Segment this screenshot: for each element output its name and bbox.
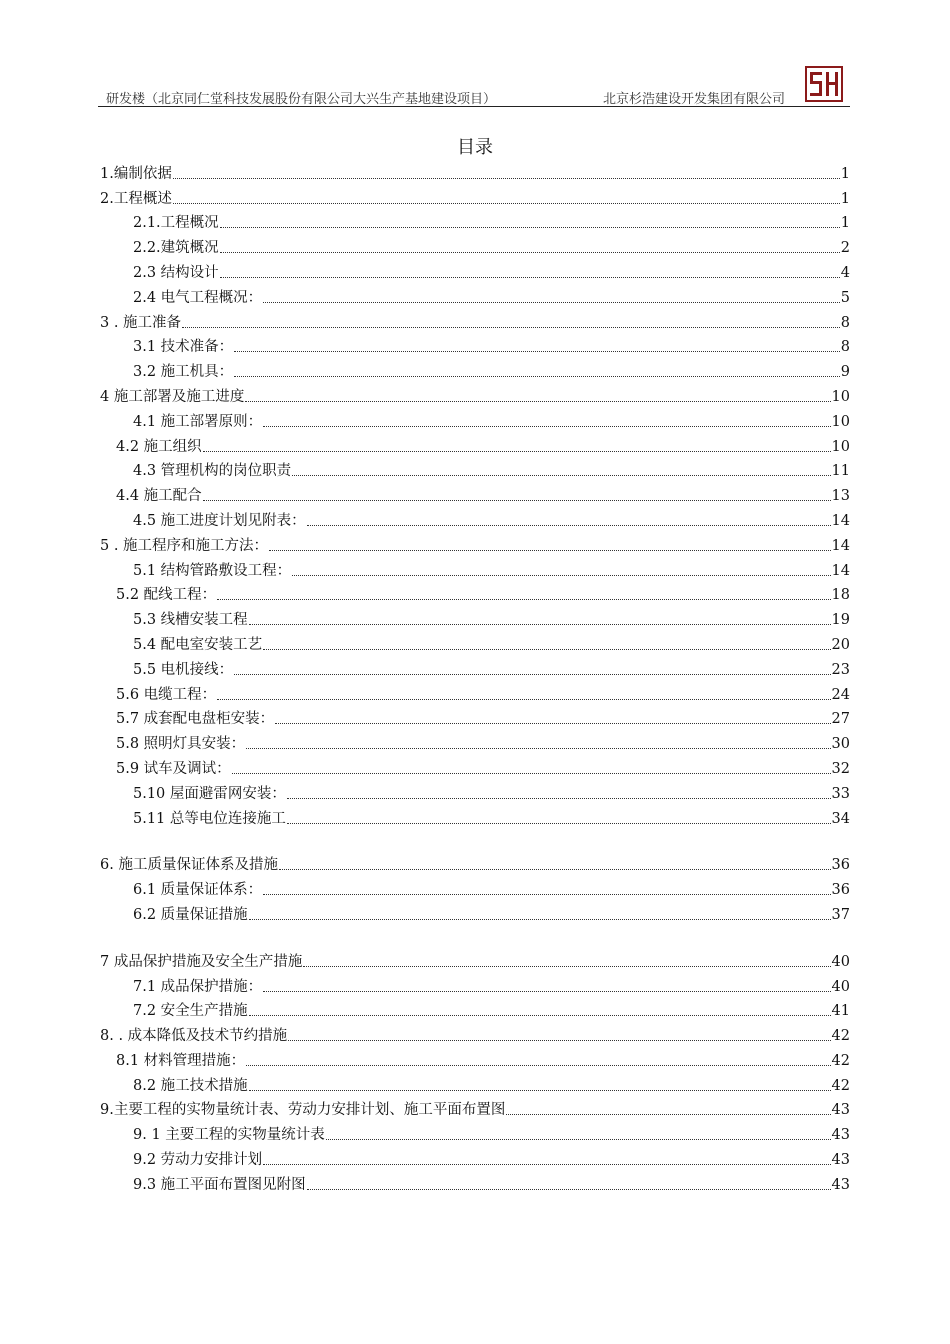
toc-entry-label: 8.2 施工技术措施: [133, 1077, 248, 1094]
toc-entry-page-number: 1: [840, 215, 850, 232]
toc-entry-page-number: 5: [840, 289, 850, 306]
toc-dot-leader: [249, 1014, 831, 1016]
toc-entry-page-number: 1: [840, 165, 850, 182]
toc-dot-leader: [220, 226, 840, 228]
toc-dot-leader: [245, 400, 830, 402]
table-of-contents: [100, 158, 850, 1194]
toc-entry-page-number: 19: [831, 612, 850, 629]
toc-entry-label: 4.3 管理机构的岗位职责: [133, 463, 292, 480]
toc-entry[interactable]: [100, 406, 850, 431]
toc-entry-label: 5.8 照明灯具安装：: [116, 736, 246, 753]
toc-entry-page-number: 40: [831, 953, 850, 970]
toc-entry[interactable]: [100, 456, 850, 481]
toc-entry-page-number: 23: [831, 661, 850, 678]
toc-entry[interactable]: [100, 1070, 850, 1095]
toc-entry-label: 4.2 施工组织: [116, 438, 202, 455]
toc-entry-page-number: 10: [831, 413, 850, 430]
toc-entry-label: 5.6 电缆工程：: [116, 686, 217, 703]
toc-entry-label: 2.3 结构设计: [133, 264, 219, 281]
toc-entry-label: 1.编制依据: [100, 165, 172, 182]
toc-dot-leader: [249, 623, 831, 625]
toc-entry-label: 5.10 屋面避雷网安装：: [133, 785, 286, 802]
toc-entry-page-number: 2: [840, 240, 850, 257]
toc-entry-page-number: 14: [831, 562, 850, 579]
toc-dot-leader: [234, 350, 840, 352]
toc-entry-label: 5.4 配电室安装工艺: [133, 636, 263, 653]
toc-entry-label: 3.1 技术准备：: [133, 339, 234, 356]
toc-dot-leader: [263, 301, 840, 303]
toc-entry[interactable]: [100, 996, 850, 1021]
toc-entry-page-number: 37: [831, 906, 850, 923]
toc-entry-page-number: 34: [831, 810, 850, 827]
toc-entry-label: 2.2.建筑概况: [133, 240, 219, 257]
page-header: [98, 66, 850, 107]
toc-entry-page-number: 18: [831, 587, 850, 604]
toc-entry-label: 4 施工部署及施工进度: [100, 388, 245, 405]
toc-entry-page-number: 32: [831, 760, 850, 777]
toc-dot-leader: [220, 251, 840, 253]
toc-entry[interactable]: [100, 1119, 850, 1144]
toc-entry[interactable]: [100, 654, 850, 679]
sh-logo-icon: [805, 66, 843, 102]
toc-dot-leader: [217, 698, 830, 700]
toc-entry[interactable]: [100, 899, 850, 924]
toc-entry-page-number: 10: [831, 388, 850, 405]
toc-entry[interactable]: [100, 704, 850, 729]
toc-entry-label: 2.工程概述: [100, 190, 172, 207]
toc-entry-label: 5.5 电机接线：: [133, 661, 234, 678]
toc-dot-leader: [263, 1163, 830, 1165]
toc-entry[interactable]: [100, 232, 850, 257]
toc-dot-leader: [275, 722, 830, 724]
toc-entry[interactable]: [100, 1020, 850, 1045]
toc-entry-page-number: 36: [831, 857, 850, 874]
toc-entry[interactable]: [100, 257, 850, 282]
toc-entry-label: 9.主要工程的实物量统计表、劳动力安排计划、施工平面布置图: [100, 1102, 506, 1119]
toc-entry[interactable]: [100, 431, 850, 456]
toc-dot-leader: [263, 425, 830, 427]
toc-dot-leader: [249, 918, 831, 920]
toc-entry-label: 5.1 结构管路敷设工程：: [133, 562, 292, 579]
header-company-name: 北京杉浩建设开发集团有限公司: [603, 92, 786, 107]
toc-entry[interactable]: [100, 728, 850, 753]
toc-dot-leader: [287, 797, 831, 799]
toc-entry-label: 5.2 配线工程：: [116, 587, 217, 604]
toc-dot-leader: [506, 1113, 830, 1115]
toc-entry[interactable]: [100, 874, 850, 899]
toc-entry-label: 4.4 施工配合: [116, 488, 202, 505]
toc-entry-label: 6.2 质量保证措施: [133, 906, 248, 923]
toc-dot-leader: [246, 1064, 830, 1066]
toc-entry-page-number: 33: [831, 785, 850, 802]
toc-entry[interactable]: [100, 803, 850, 828]
toc-dot-leader: [234, 673, 830, 675]
toc-dot-leader: [326, 1138, 831, 1140]
toc-dot-leader: [292, 474, 830, 476]
toc-entry-label: 2.1.工程概况: [133, 215, 219, 232]
toc-dot-leader: [203, 499, 831, 501]
toc-dot-leader: [307, 524, 831, 526]
toc-entry-label: 5.9 试车及调试：: [116, 760, 231, 777]
toc-dot-leader: [232, 772, 831, 774]
toc-entry[interactable]: [100, 1144, 850, 1169]
toc-entry-page-number: 10: [831, 438, 850, 455]
toc-dot-leader: [269, 549, 830, 551]
toc-entry[interactable]: [100, 1169, 850, 1194]
toc-entry-label: 7.1 成品保护措施：: [133, 978, 263, 995]
toc-entry-page-number: 14: [831, 512, 850, 529]
toc-dot-leader: [263, 893, 830, 895]
toc-entry-page-number: 41: [831, 1003, 850, 1020]
toc-entry-page-number: 43: [831, 1127, 850, 1144]
toc-entry[interactable]: [100, 753, 850, 778]
toc-entry[interactable]: [100, 778, 850, 803]
toc-entry-page-number: 42: [831, 1028, 850, 1045]
toc-entry[interactable]: [100, 629, 850, 654]
toc-entry-label: 4.1 施工部署原则：: [133, 413, 263, 430]
toc-entry-page-number: 11: [831, 463, 850, 480]
toc-entry[interactable]: [100, 679, 850, 704]
toc-entry-label: 2.4 电气工程概况：: [133, 289, 263, 306]
toc-entry[interactable]: [100, 332, 850, 357]
toc-entry-page-number: 4: [840, 264, 850, 281]
toc-entry-label: 9.3 施工平面布置图见附图: [133, 1176, 306, 1193]
toc-dot-leader: [279, 868, 831, 870]
toc-entry-label: 8.1 材料管理措施：: [116, 1052, 246, 1069]
page-title: 目录: [457, 137, 493, 158]
toc-dot-leader: [173, 202, 840, 204]
toc-entry-label: 3.2 施工机具：: [133, 364, 234, 381]
toc-dot-leader: [234, 375, 840, 377]
toc-entry[interactable]: [100, 158, 850, 183]
toc-entry[interactable]: [100, 580, 850, 605]
toc-entry[interactable]: [100, 1045, 850, 1070]
toc-entry-page-number: 43: [831, 1176, 850, 1193]
toc-entry-label: 5 . 施工程序和施工方法：: [100, 537, 269, 554]
toc-entry-label: 5.3 线槽安装工程: [133, 612, 248, 629]
toc-entry-label: 5.11 总等电位连接施工: [133, 810, 286, 827]
toc-entry-page-number: 13: [831, 488, 850, 505]
toc-entry-label: 4.5 施工进度计划见附表：: [133, 512, 306, 529]
toc-entry-page-number: 43: [831, 1152, 850, 1169]
toc-entry-page-number: 24: [831, 686, 850, 703]
toc-entry-page-number: 43: [831, 1102, 850, 1119]
toc-entry-label: 7.2 安全生产措施: [133, 1003, 248, 1020]
toc-dot-leader: [220, 276, 840, 278]
toc-dot-leader: [217, 598, 830, 600]
toc-dot-leader: [249, 1089, 831, 1091]
toc-entry[interactable]: [100, 307, 850, 332]
toc-dot-leader: [287, 822, 831, 824]
toc-entry[interactable]: [100, 183, 850, 208]
toc-entry-page-number: 30: [831, 736, 850, 753]
toc-dot-leader: [173, 177, 840, 179]
toc-dot-leader: [303, 965, 830, 967]
toc-entry[interactable]: [100, 850, 850, 875]
toc-dot-leader: [182, 326, 840, 328]
toc-entry[interactable]: [100, 1095, 850, 1120]
toc-entry-label: 5.7 成套配电盘柜安装：: [116, 711, 275, 728]
toc-dot-leader: [203, 450, 831, 452]
toc-entry[interactable]: [100, 971, 850, 996]
toc-entry-page-number: 42: [831, 1052, 850, 1069]
toc-dot-leader: [307, 1188, 831, 1190]
toc-entry[interactable]: [100, 356, 850, 381]
toc-entry-page-number: 1: [840, 190, 850, 207]
toc-entry-page-number: 27: [831, 711, 850, 728]
toc-entry-label: 7 成品保护措施及安全生产措施: [100, 953, 303, 970]
toc-entry[interactable]: [100, 208, 850, 233]
toc-dot-leader: [288, 1039, 830, 1041]
toc-entry[interactable]: [100, 604, 850, 629]
header-project-name: 研发楼（北京同仁堂科技发展股份有限公司大兴生产基地建设项目）: [106, 92, 497, 107]
toc-entry-page-number: 14: [831, 537, 850, 554]
toc-entry-page-number: 9: [840, 364, 850, 381]
toc-entry-page-number: 20: [831, 636, 850, 653]
toc-entry-label: 3 . 施工准备: [100, 314, 182, 331]
toc-entry-page-number: 36: [831, 882, 850, 899]
toc-entry-label: 6.1 质量保证体系：: [133, 882, 263, 899]
toc-dot-leader: [263, 648, 830, 650]
toc-entry-page-number: 8: [840, 339, 850, 356]
toc-entry-page-number: 40: [831, 978, 850, 995]
toc-dot-leader: [263, 990, 830, 992]
toc-entry[interactable]: [100, 505, 850, 530]
toc-entry-label: 9. 1 主要工程的实物量统计表: [133, 1127, 325, 1144]
toc-entry-label: 8. . 成本降低及技术节约措施: [100, 1028, 288, 1045]
toc-entry[interactable]: [100, 282, 850, 307]
toc-entry[interactable]: [100, 480, 850, 505]
toc-entry-label: 9.2 劳动力安排计划: [133, 1152, 263, 1169]
toc-entry-page-number: 42: [831, 1077, 850, 1094]
toc-entry[interactable]: [100, 555, 850, 580]
toc-entry[interactable]: [100, 381, 850, 406]
toc-entry[interactable]: [100, 946, 850, 971]
toc-entry-label: 6. 施工质量保证体系及措施: [100, 857, 278, 874]
toc-entry[interactable]: [100, 530, 850, 555]
toc-entry-page-number: 8: [840, 314, 850, 331]
toc-dot-leader: [246, 747, 830, 749]
toc-dot-leader: [292, 574, 830, 576]
